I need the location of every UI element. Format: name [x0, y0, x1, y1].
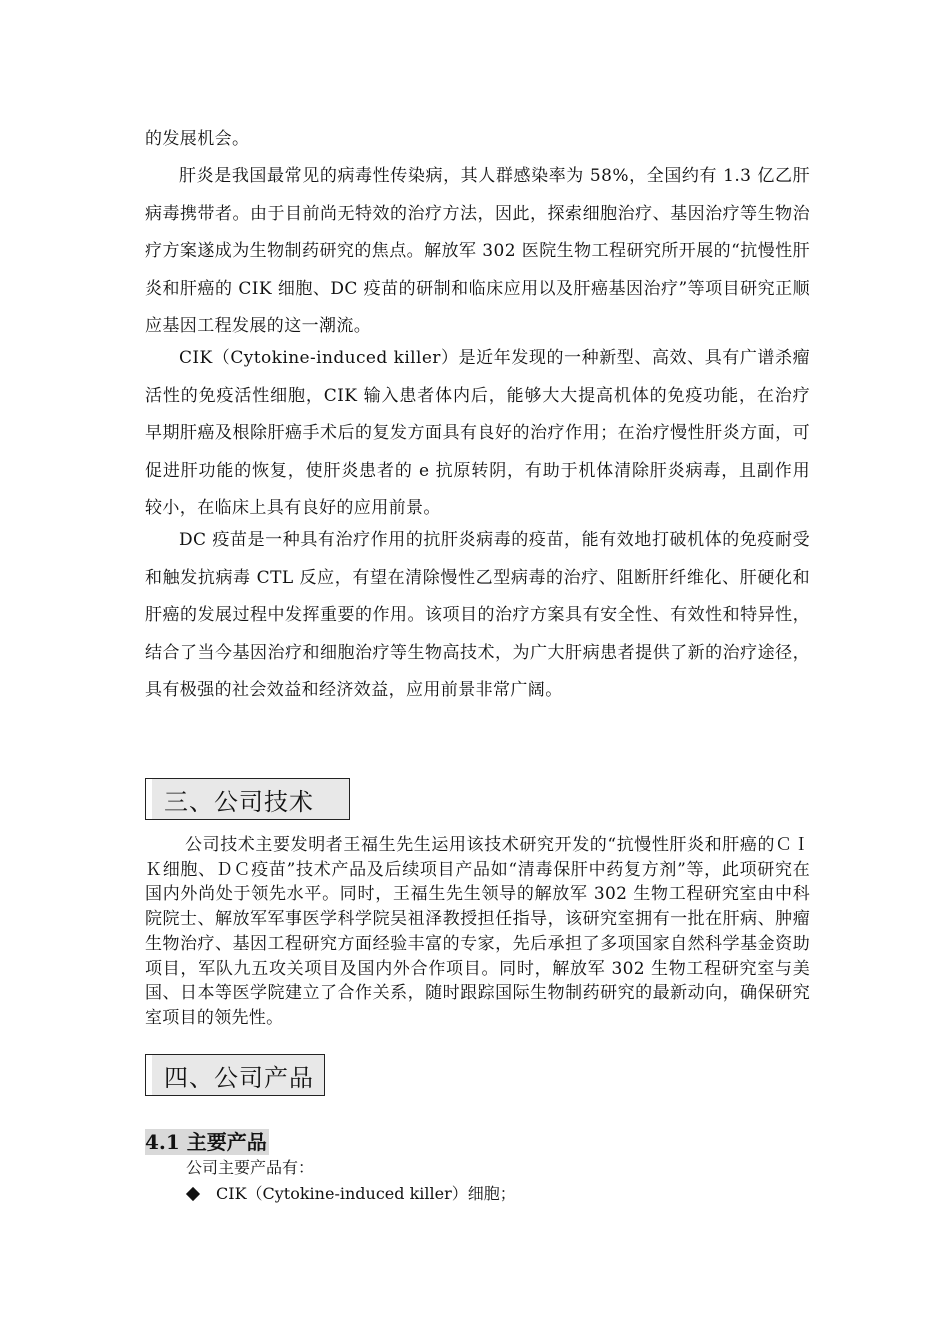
- section-heading-products: 四、公司产品: [152, 1055, 324, 1095]
- paragraph-company-technology: 公司技术主要发明者王福生先生运用该技术研究开发的“抗慢性肝炎和肝癌的ＣＩＫ细胞、ＤＣ疫苗”技术产品及后续项目产品如“清毒保肝中药复方剂”等，此项研究在国内外尚处于领先水平。同时，王福生先生领导的解放军 302 生物工程研究室由中科院院士、解放军军事医学科学院吴祖泽教授担任指导，该研究室拥有一批在肝病、肿瘤生物治疗、基因工程研究方面经验丰富的专家，先后承担了多项国家自然科学基金资助项目，军队九五攻关项目及国内外合作项目。同时，解放军 302 生物工程研究室与美国、日本等医学院建立了合作关系，随时跟踪国际生物制药研究的最新动向，确保研究室项目的领先性。: [145, 835, 810, 1028]
- paragraph-dc-vaccine: DC 疫苗是一种具有治疗作用的抗肝炎病毒的疫苗，能有效地打破机体的免疫耐受和触发抗病毒 CTL 反应，有望在清除慢性乙型病毒的治疗、阻断肝纤维化、肝硬化和肝癌的发展过程中发挥重要的作用。该项目的治疗方案具有安全性、有效性和特异性，结合了当今基因治疗和细胞治疗等生物高技术，为广大肝病患者提供了新的治疗途径，具有极强的社会效益和经济效益，应用前景非常广阔。: [145, 530, 810, 700]
- diamond-bullet-icon: [186, 1187, 200, 1201]
- section-heading-technology: 三、公司技术: [152, 779, 349, 819]
- product-list-item-label: CIK（Cytokine-induced killer）细胞；: [216, 1184, 516, 1203]
- paragraph-continuation: 的发展机会。: [145, 129, 250, 149]
- paragraph-cik: CIK（Cytokine-induced killer）是近年发现的一种新型、高效、具有广谱杀瘤活性的免疫活性细胞，CIK 输入患者体内后，能够大大提高机体的免疫功能，在治疗早期肝癌及根除肝癌手术后的复发方面具有良好的治疗作用；在治疗慢性肝炎方面，可促进肝功能的恢复，使肝炎患者的 e 抗原转阴，有助于机体清除肝炎病毒，且副作用较小，在临床上具有良好的应用前景。: [145, 348, 810, 518]
- subheading-main-products: 4.1 主要产品: [145, 1130, 267, 1154]
- section-heading-box-products: [145, 1054, 325, 1096]
- paragraph-hepatitis: 肝炎是我国最常见的病毒性传染病，其人群感染率为 58%，全国约有 1.3 亿乙肝病毒携带者。由于目前尚无特效的治疗方法，因此，探索细胞治疗、基因治疗等生物治疗方案遂成为生物制药研究的焦点。解放军 302 医院生物工程研究所开展的“抗慢性肝炎和肝癌的 CIK 细胞、DC 疫苗的研制和临床应用以及肝癌基因治疗”等项目研究正顺应基因工程发展的这一潮流。: [145, 166, 810, 336]
- products-intro: 公司主要产品有：: [186, 1158, 315, 1177]
- product-list-item: [186, 1183, 516, 1205]
- section-heading-box-technology: [145, 778, 350, 820]
